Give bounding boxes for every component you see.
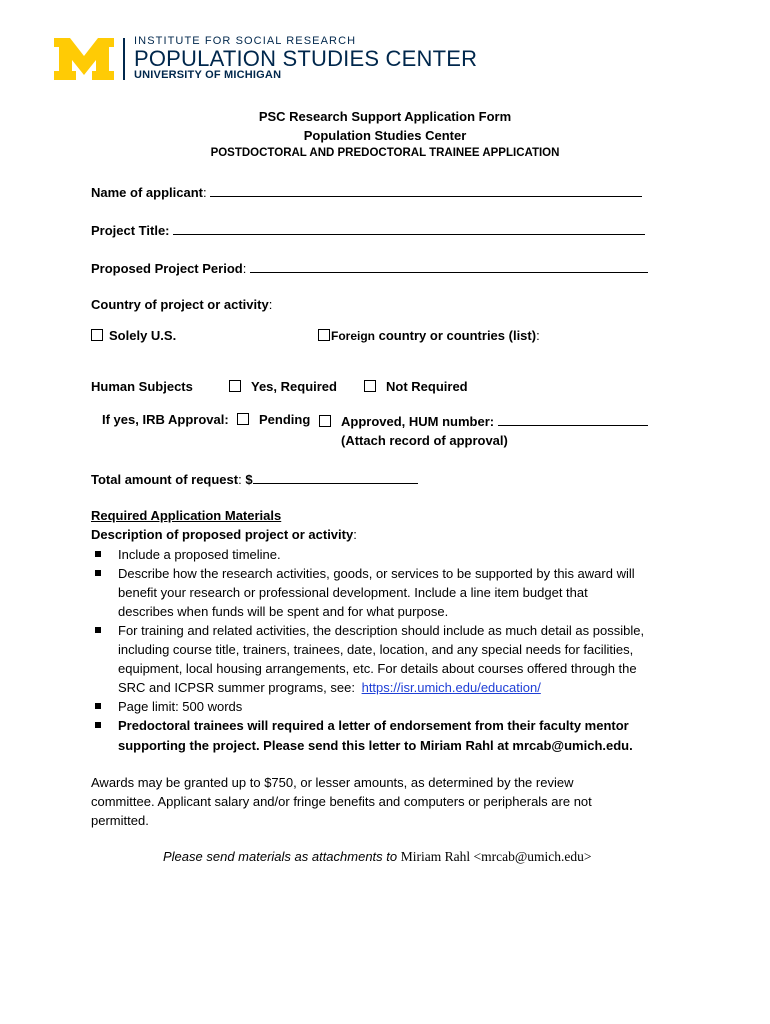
logo-university-text: UNIVERSITY OF MICHIGAN: [134, 69, 282, 81]
foreign-prefix-label: Foreign: [331, 329, 375, 343]
currency-symbol: $: [245, 472, 253, 487]
solely-us-label: Solely U.S.: [109, 328, 177, 343]
materials-heading: Required Application Materials: [91, 508, 282, 523]
human-subjects-no-label: Not Required: [386, 379, 468, 394]
bullet-training-line-3: equipment, local housing arrangements, etc. For details about courses offered through the: [118, 661, 637, 676]
submission-instructions: [163, 849, 592, 865]
bullet-describe-line-2: benefit your research or professional development. Include a line item budget that: [118, 585, 588, 600]
country-row: Country of project or activity:: [91, 297, 273, 312]
awards-line-1: Awards may be granted up to $750, or lesser amounts, as determined by the review: [91, 775, 574, 790]
submission-instructions-text: Please send materials as attachments to: [163, 849, 398, 864]
project-period-field[interactable]: [250, 259, 648, 273]
total-amount-row: Total amount of request: $: [91, 470, 418, 487]
irb-approval-label: If yes, IRB Approval:: [102, 412, 229, 427]
project-title-row: [91, 221, 645, 238]
education-link[interactable]: https://isr.umich.edu/education/: [361, 680, 541, 695]
contact-email: Miriam Rahl <mrcab@umich.edu>: [400, 849, 592, 864]
logo-center-text: POPULATION STUDIES CENTER: [134, 46, 478, 71]
human-subjects-no-option[interactable]: [364, 379, 468, 394]
bullet-training-line-1: For training and related activities, the description should include as much detail as possible,: [118, 623, 645, 638]
irb-approved-checkbox[interactable]: [319, 415, 331, 427]
irb-approved-option[interactable]: [319, 412, 648, 429]
block-m-logo: [54, 38, 114, 80]
solely-us-option[interactable]: [91, 328, 176, 343]
form-subtitle: Population Studies Center: [303, 128, 467, 143]
bullet-marker: [95, 570, 101, 576]
hum-number-field[interactable]: [498, 412, 648, 426]
bullet-training-line-2: including course title, trainers, trainees, date, location, and any special needs for facilities,: [118, 642, 634, 657]
bullet-endorsement-line-1: Predoctoral trainees will required a letter of endorsement from their faculty mentor: [118, 718, 629, 733]
bullet-page-limit: Page limit: 500 words: [118, 699, 243, 714]
bullet-endorsement-line-2: supporting the project. Please send this letter to Miriam Rahl at mrcab@umich.edu.: [118, 738, 633, 753]
foreign-country-label: country or countries (list): [375, 328, 537, 343]
human-subjects-label: Human Subjects: [91, 379, 193, 394]
bullet-timeline: Include a proposed timeline.: [118, 547, 281, 562]
bullet-describe-line-3: describes when funds will be spent and for what purpose.: [118, 604, 449, 619]
human-subjects-no-checkbox[interactable]: [364, 380, 376, 392]
form-caption: POSTDOCTORAL AND PREDOCTORAL TRAINEE APPLICATION: [210, 147, 560, 159]
form-title: PSC Research Support Application Form: [258, 109, 512, 124]
bullet-marker: [95, 703, 101, 709]
awards-line-2: committee. Applicant salary and/or fringe benefits and computers or peripherals are not: [91, 794, 592, 809]
project-period-label: Proposed Project Period: [91, 261, 243, 276]
logo-divider: [123, 38, 125, 80]
attach-approval-note: (Attach record of approval): [341, 433, 508, 448]
bullet-marker: [95, 627, 101, 633]
block-m-shape: [54, 38, 114, 80]
irb-pending-checkbox[interactable]: [237, 413, 249, 425]
total-amount-field[interactable]: [253, 470, 418, 484]
bullet-marker: [95, 722, 101, 728]
logo-institute-text: INSTITUTE FOR SOCIAL RESEARCH: [134, 35, 357, 47]
project-period-row: Proposed Project Period:: [91, 259, 648, 276]
bullet-training-line-4: [118, 678, 541, 697]
bullet-marker: [95, 551, 101, 557]
applicant-name-field[interactable]: [210, 183, 642, 197]
foreign-country-checkbox[interactable]: [318, 329, 330, 341]
foreign-country-option[interactable]: Foreign country or countries (list):: [318, 328, 540, 343]
human-subjects-yes-label: Yes, Required: [251, 379, 337, 394]
irb-approval-row: [102, 412, 229, 427]
total-amount-label: Total amount of request: [91, 472, 239, 487]
human-subjects-yes-option[interactable]: [229, 379, 337, 394]
country-label: Country of project or activity: [91, 297, 269, 312]
bullet-training-text: SRC and ICPSR summer programs, see:: [118, 680, 355, 695]
project-title-field[interactable]: [173, 221, 645, 235]
irb-pending-option[interactable]: [237, 412, 310, 427]
bullet-describe-line-1: Describe how the research activities, goods, or services to be supported by this award will: [118, 566, 635, 581]
awards-line-3: permitted.: [91, 813, 149, 828]
description-heading-row: Description of proposed project or activity:: [91, 527, 357, 542]
description-heading: Description of proposed project or activity: [91, 527, 354, 542]
human-subjects-yes-checkbox[interactable]: [229, 380, 241, 392]
solely-us-checkbox[interactable]: [91, 329, 103, 341]
project-title-label: Project Title:: [91, 223, 170, 238]
applicant-name-row: Name of applicant:: [91, 183, 642, 200]
irb-approved-label: Approved, HUM number:: [341, 414, 495, 429]
applicant-name-label: Name of applicant: [91, 185, 203, 200]
irb-pending-label: Pending: [259, 412, 311, 427]
